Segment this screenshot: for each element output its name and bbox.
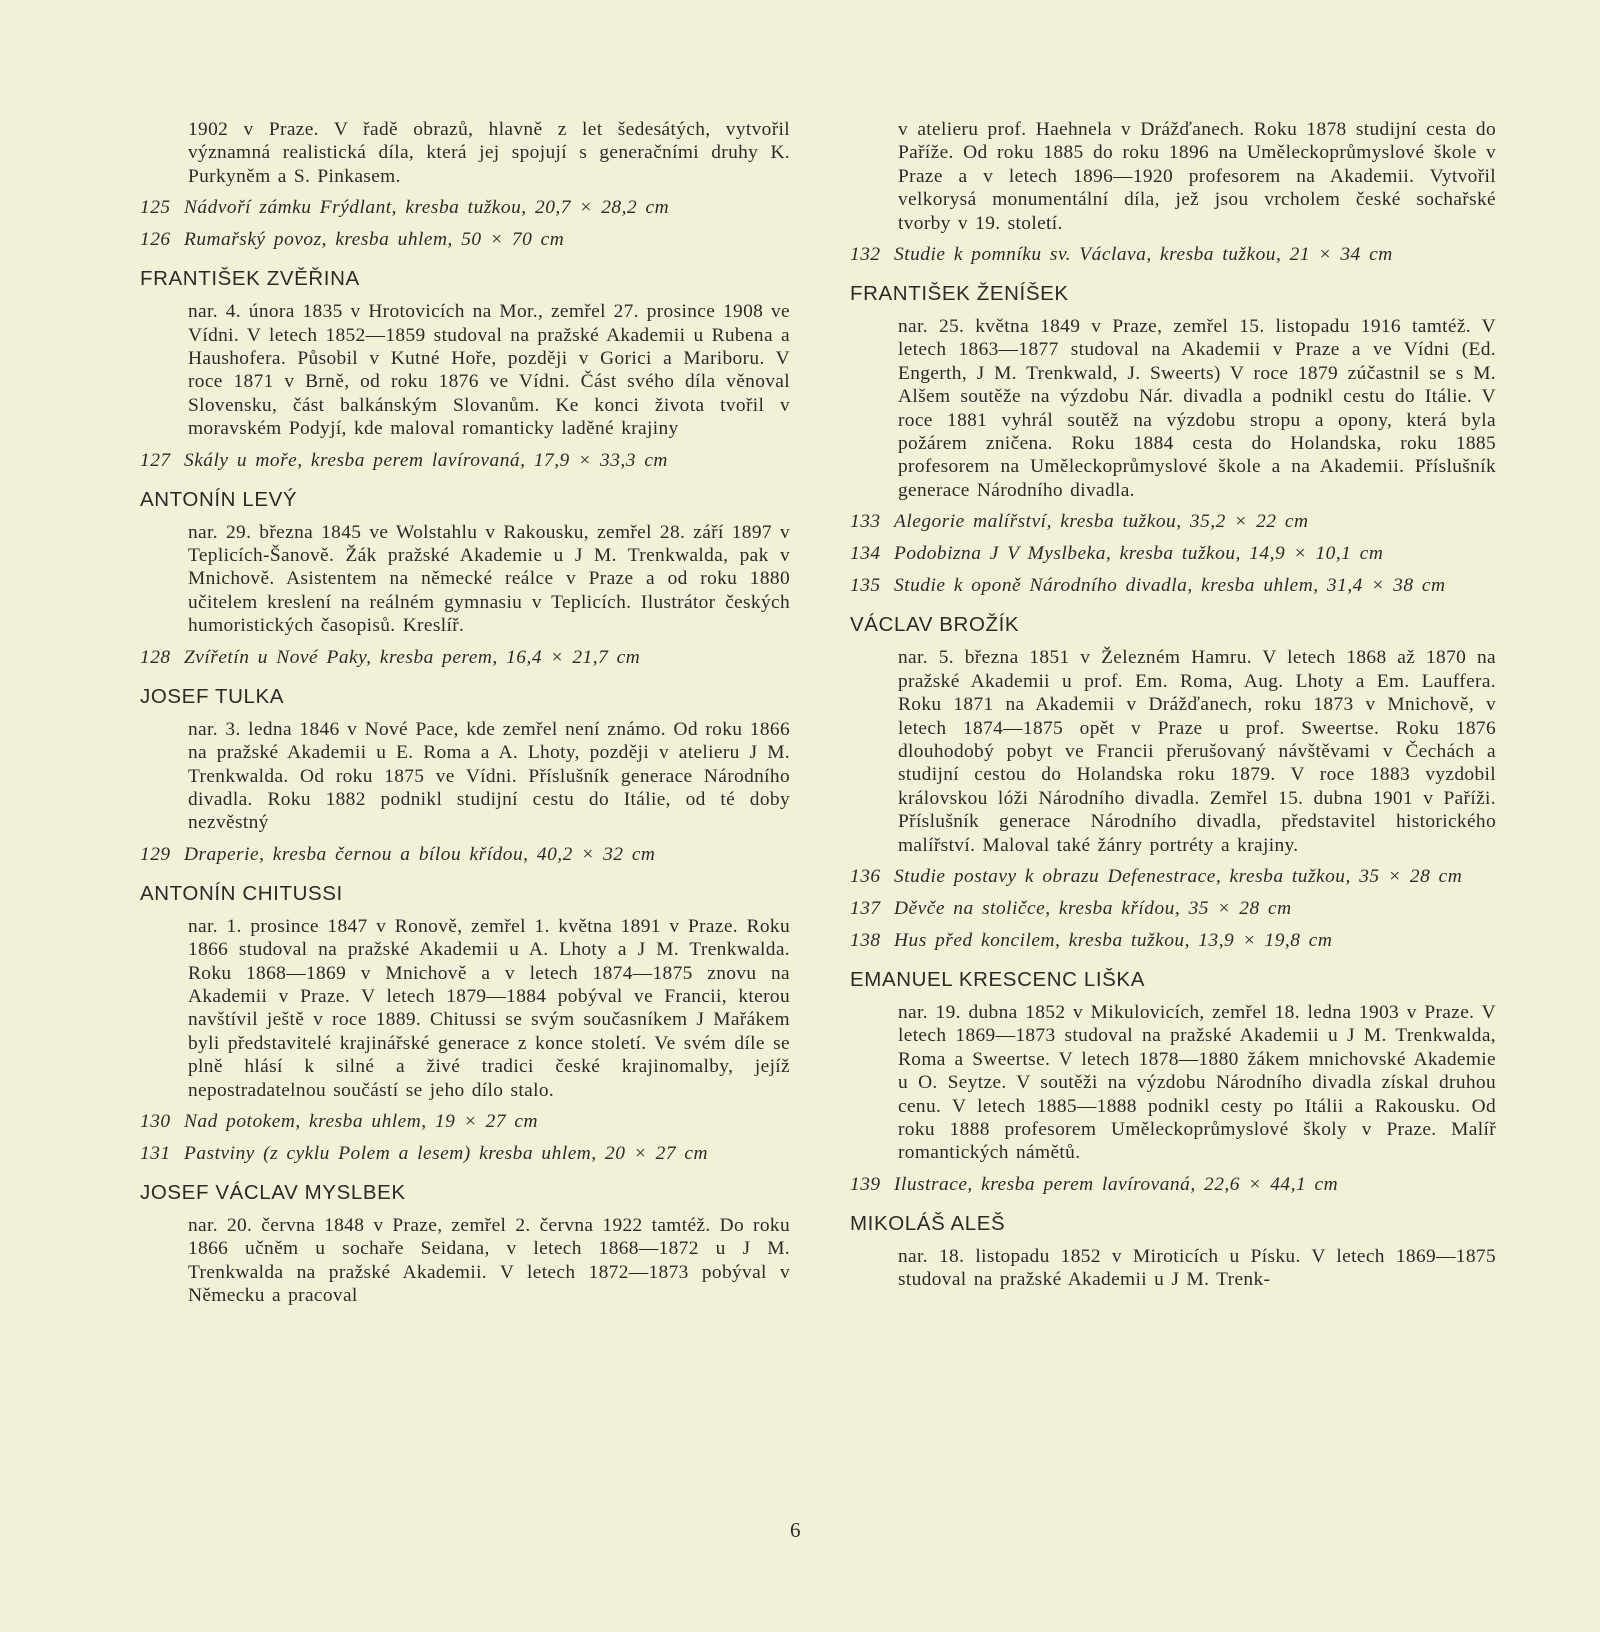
- artwork-title: Rumařský povoz, kresba uhlem, 50 × 70 cm: [184, 229, 565, 251]
- right-column: [850, 118, 1496, 1292]
- artwork-entry: [850, 929, 1496, 953]
- artwork-entry: [850, 510, 1496, 534]
- artist-bio: nar. 3. ledna 1846 v Nové Pace, kde zemřel není známo. Od roku 1866 na pražské Akademii u E. Roma a A. Lhoty, později v atelieru J M. Trenkwalda. Od roku 1875 ve Vídni. Příslušník generace Národního divadla. Roku 1882 podnikl studijní cestu do Itálie, od té doby nezvěstný: [188, 718, 790, 834]
- artwork-entry: [140, 1142, 790, 1166]
- artist-name: JOSEF TULKA: [140, 684, 285, 708]
- artist-bio: nar. 5. března 1851 v Železném Hamru. V letech 1868 až 1870 na pražské Akademii u prof. Em. Roma, Aug. Lhoty a Em. Lauffera. Roku 1871 na Akademii v Drážďanech, roku 1873 v Mnichově, v letech 1874—1875 opět v Praze u prof. Sweertse. Roku 1876 dlouhodobý pobyt ve Francii přerušovaný návštěvami v Čechách a studijní cestou do Holandska roku 1879. V roce 1883 vyzdobil královskou lóži Národního divadla. Zemřel 15. dubna 1901 v Paříži. Příslušník generace Národního divadla, představitel historického malířství. Maloval také žánry portréty a krajiny.: [898, 647, 1496, 856]
- artwork-number: 132: [850, 244, 881, 266]
- artwork-number: 137: [850, 897, 881, 919]
- artwork-number: 126: [140, 229, 171, 251]
- artist-bio: nar. 19. dubna 1852 v Mikulovicích, zemřel 18. ledna 1903 v Praze. V letech 1869—1873 studoval na pražské Akademii u J M. Trenkwalda, Roma a Sweertse. V letech 1878—1880 žákem mnichovské Akademie u O. Seytze. V soutěži na výzdobu Národního divadla získal druhou cenu. V letech 1885—1888 podnikl cesty po Itálii a Rakousku. Od roku 1888 profesorem Uměleckoprůmyslové školy v Praze. Malíř romantických námětů.: [898, 1001, 1496, 1164]
- artwork-number: 131: [140, 1142, 171, 1164]
- artwork-title: Alegorie malířství, kresba tužkou, 35,2 × 22 cm: [894, 511, 1309, 533]
- artwork-number: 127: [140, 449, 171, 471]
- artwork-number: 133: [850, 511, 881, 533]
- artwork-title: Hus před koncilem, kresba tužkou, 13,9 × 19,8 cm: [894, 929, 1333, 951]
- artwork-title: Nádvoří zámku Frýdlant, kresba tužkou, 20,7 × 28,2 cm: [184, 197, 670, 219]
- artist-name: FRANTIŠEK ZVĚŘINA: [140, 267, 360, 291]
- artwork-entry: [140, 228, 790, 252]
- artwork-number: 128: [140, 646, 171, 668]
- artist-name: FRANTIŠEK ŽENÍŠEK: [850, 282, 1069, 306]
- artwork-title: Pastviny (z cyklu Polem a lesem) kresba uhlem, 20 × 27 cm: [184, 1142, 709, 1164]
- artwork-title: Ilustrace, kresba perem lavírovaná, 22,6 × 44,1 cm: [894, 1173, 1339, 1195]
- artist-bio: nar. 4. února 1835 v Hrotovicích na Mor., zemřel 27. prosince 1908 ve Vídni. V letech 1852—1859 studoval na pražské Akademii u Rubena a Haushofera. Působil v Kutné Hoře, později v Gorici a Mariboru. V roce 1871 v Brně, od roku 1876 ve Vídni. Část svého díla věnoval Slovensku, část balkánským Slovanům. Ke konci života tvořil v moravském Podyjí, kde maloval romanticky laděné krajiny: [188, 301, 790, 440]
- artwork-entry: [140, 646, 790, 670]
- artwork-entry: [140, 196, 790, 220]
- artwork-entry: [850, 1173, 1496, 1197]
- left-column: [140, 118, 790, 1308]
- artwork-title: Draperie, kresba černou a bílou křídou, 40,2 × 32 cm: [184, 843, 656, 865]
- artwork-number: 136: [850, 865, 881, 887]
- artwork-title: Děvče na stoličce, kresba křídou, 35 × 28 cm: [894, 897, 1292, 919]
- page-number: 6: [790, 1518, 801, 1542]
- artwork-title: Studie k oponě Národního divadla, kresba uhlem, 31,4 × 38 cm: [894, 575, 1446, 597]
- artwork-number: 130: [140, 1110, 171, 1132]
- artist-name: VÁCLAV BROŽÍK: [850, 613, 1020, 637]
- artwork-entry: [850, 897, 1496, 921]
- artist-name: ANTONÍN LEVÝ: [140, 487, 298, 511]
- artist-bio: nar. 20. června 1848 v Praze, zemřel 2. června 1922 tamtéž. Do roku 1866 učněm u sochaře Seidana, v letech 1868—1872 u J M. Trenkwalda na pražské Akademii. V letech 1872—1873 pobýval v Německu a pracoval: [188, 1214, 790, 1307]
- artwork-entry: [140, 843, 790, 867]
- artwork-number: 125: [140, 197, 171, 219]
- artist-bio: nar. 1. prosince 1847 v Ronově, zemřel 1. května 1891 v Praze. Roku 1866 studoval na pražské Akademii u A. Lhoty a J M. Trenkwalda. Roku 1868—1869 v Mnichově a v letech 1874—1875 znovu na Akademii v Praze. V letech 1879—1884 pobýval ve Francii, kterou navštívil ještě v roce 1889. Chitussi se svým současníkem J Mařákem byli představitelé krajinářské generace z konce století. Ve svém díle se plně hlásí k silné a živé tradici české krajinomalby, jejíž nepostradatelnou součástí se jeho dílo stalo.: [188, 915, 790, 1101]
- artwork-entry: [850, 542, 1496, 566]
- artwork-number: 129: [140, 843, 171, 865]
- artist-name: MIKOLÁŠ ALEŠ: [850, 1211, 1006, 1235]
- artist-bio: nar. 25. května 1849 v Praze, zemřel 15. listopadu 1916 tamtéž. V letech 1863—1877 studoval na Akademii v Praze a ve Vídni (Ed. Engerth, J M. Trenkwald, J. Sweerts) V roce 1879 zúčastnil se s M. Alšem soutěže na výzdobu Nár. divadla a podnikl cestu do Itálie. V roce 1881 vyhrál soutěž na výzdobu stropu a opony, která byla požárem zničena. Roku 1884 cesta do Holandska, roku 1885 profesorem na Uměleckoprůmyslové škole a na Akademii. Příslušník generace Národního divadla.: [898, 316, 1496, 501]
- artist-bio: nar. 29. března 1845 ve Wolstahlu v Rakousku, zemřel 28. září 1897 v Teplicích-Šanově. Žák pražské Akademie u J M. Trenkwalda, pak v Mnichově. Asistentem na německé reálce v Praze a od roku 1880 učitelem kreslení na reálném gymnasiu v Teplicích. Ilustrátor českých humoristických časopisů. Kreslíř.: [188, 521, 790, 637]
- artwork-entry: [850, 574, 1496, 598]
- artwork-title: Zvířetín u Nové Paky, kresba perem, 16,4 × 21,7 cm: [184, 646, 641, 668]
- artwork-number: 134: [850, 543, 881, 565]
- artwork-title: Studie postavy k obrazu Defenestrace, kresba tužkou, 35 × 28 cm: [894, 865, 1463, 887]
- artwork-number: 139: [850, 1173, 881, 1195]
- artwork-entry: [140, 449, 790, 473]
- artwork-entry: [850, 243, 1496, 267]
- artwork-entry: [850, 865, 1496, 889]
- intro-text: 1902 v Praze. V řadě obrazů, hlavně z let šedesátých, vytvořil významná realistická díla, která jej spojují s generačními druhy K. Purkyněm a S. Pinkasem.: [188, 119, 790, 187]
- artwork-title: Nad potokem, kresba uhlem, 19 × 27 cm: [184, 1110, 538, 1132]
- artwork-title: Studie k pomníku sv. Václava, kresba tužkou, 21 × 34 cm: [894, 244, 1393, 266]
- artist-name: EMANUEL KRESCENC LIŠKA: [850, 967, 1145, 991]
- artist-bio: nar. 18. listopadu 1852 v Miroticích u Písku. V letech 1869—1875 studoval na pražské Akademii u J M. Trenk-: [898, 1245, 1496, 1291]
- artwork-title: Skály u moře, kresba perem lavírovaná, 17,9 × 33,3 cm: [184, 449, 668, 471]
- artwork-entry: [140, 1110, 790, 1134]
- artwork-number: 135: [850, 575, 881, 597]
- artwork-title: Podobizna J V Myslbeka, kresba tužkou, 14,9 × 10,1 cm: [894, 543, 1384, 565]
- artwork-number: 138: [850, 929, 881, 951]
- artist-name: JOSEF VÁCLAV MYSLBEK: [140, 1180, 406, 1204]
- artist-name: ANTONÍN CHITUSSI: [140, 881, 343, 905]
- intro-text: v atelieru prof. Haehnela v Drážďanech. Roku 1878 studijní cesta do Paříže. Od roku 1885 do roku 1896 na Uměleckoprůmyslové škole v Praze a v letech 1896—1920 profesorem na Akademii. Vytvořil velkorysá monumentální díla, jež jsou vrcholem české sochařské tvorby v 19. století.: [898, 119, 1496, 234]
